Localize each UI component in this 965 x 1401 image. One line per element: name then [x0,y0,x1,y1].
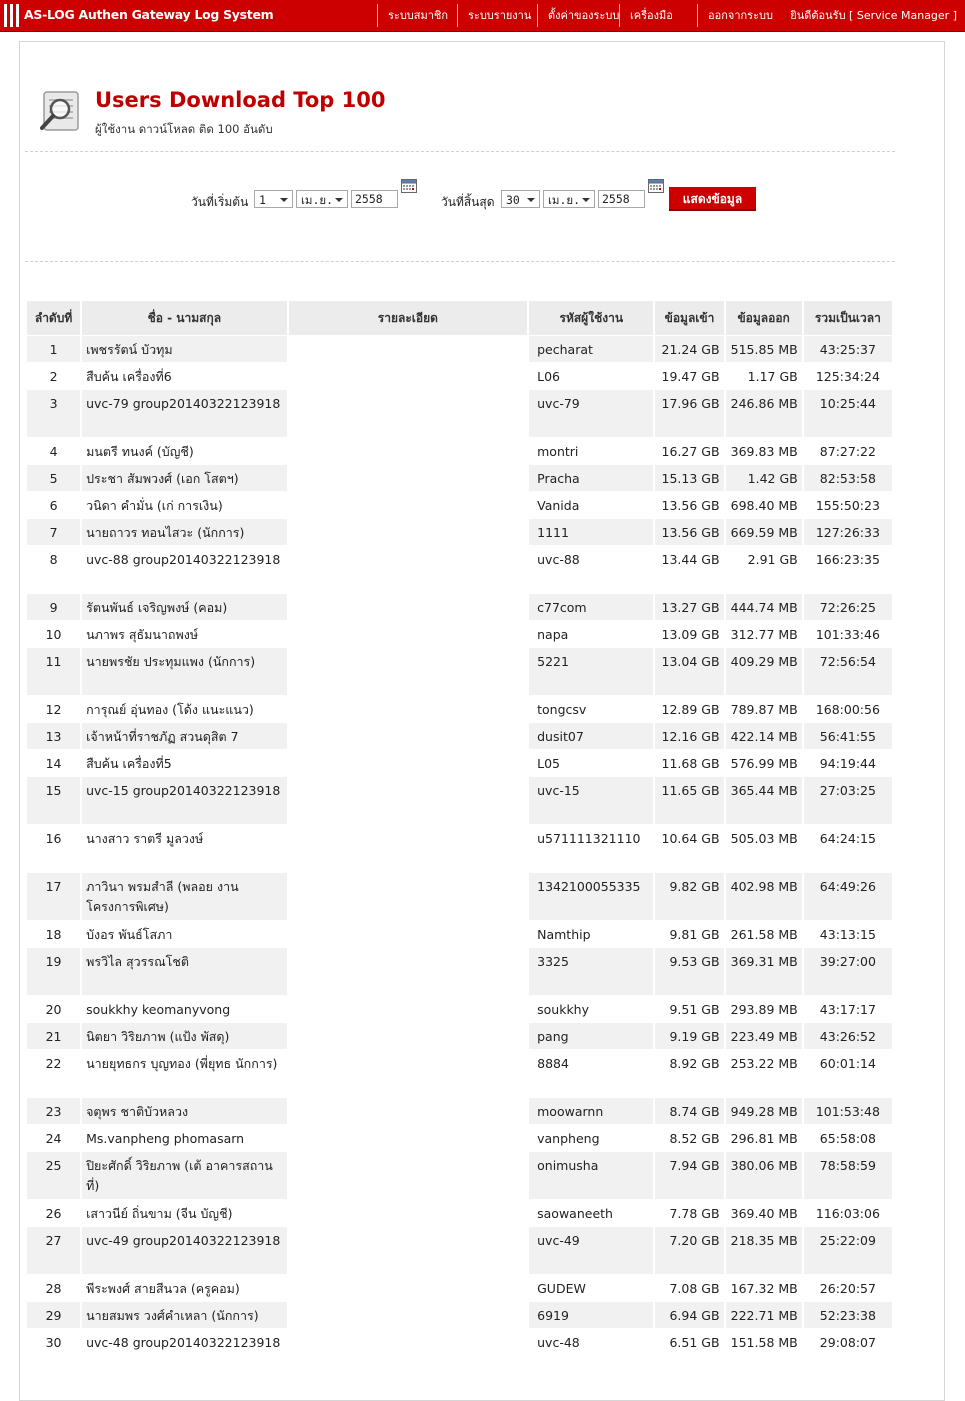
details-cell [289,921,528,947]
col-header-user-id[interactable]: รหัสผู้ใช้งาน [529,301,653,335]
table-row[interactable] [27,438,892,464]
name-cell: uvc-79 group20140322123918 [82,390,286,437]
data-out-cell: 698.40 MB [726,492,802,518]
data-in-cell: 6.94 GB [655,1302,723,1328]
table-row[interactable] [27,777,892,824]
rank-cell: 24 [27,1125,80,1151]
data-in-cell: 13.04 GB [655,648,723,695]
total-time-cell: 25:22:09 [804,1227,892,1274]
details-cell [289,1152,528,1199]
table-row[interactable] [27,1275,892,1301]
name-cell: รัตนพันธ์ เจริญพงษ์ (คอม) [82,594,286,620]
data-out-cell: 2.91 GB [726,546,802,593]
start-year-input[interactable]: 2558 [351,190,398,208]
name-cell: uvc-48 group20140322123918 [82,1329,286,1376]
total-time-cell: 116:03:06 [804,1200,892,1226]
table-header-row [27,301,892,335]
data-in-cell: 9.82 GB [655,873,723,920]
details-cell [289,825,528,872]
data-out-cell: 576.99 MB [726,750,802,776]
data-in-cell: 13.44 GB [655,546,723,593]
data-out-cell: 222.71 MB [726,1302,802,1328]
details-cell [289,546,528,593]
table-row[interactable] [27,621,892,647]
rank-cell: 19 [27,948,80,995]
details-cell [289,438,528,464]
table-row[interactable] [27,390,892,437]
details-cell [289,1125,528,1151]
table-row[interactable] [27,948,892,995]
total-time-cell: 166:23:35 [804,546,892,593]
table-row[interactable] [27,336,892,362]
table-row[interactable] [27,1329,892,1376]
chevron-down-icon [582,198,590,202]
table-row[interactable] [27,996,892,1022]
user-id-cell: c77com [529,594,653,620]
user-id-cell: 8884 [529,1050,653,1097]
data-in-cell: 9.81 GB [655,921,723,947]
details-cell [289,648,528,695]
total-time-cell: 64:49:26 [804,873,892,920]
name-cell: นางสาว ราตรี มูลวงษ์ [82,825,286,872]
user-id-cell: moowarnn [529,1098,653,1124]
details-cell [289,750,528,776]
data-out-cell: 293.89 MB [726,996,802,1022]
data-out-cell: 365.44 MB [726,777,802,824]
name-cell: การุณย์ อุ่นทอง (โด้ง แนะแนว) [82,696,286,722]
data-in-cell: 7.94 GB [655,1152,723,1199]
name-cell: จตุพร ชาติบัวหลวง [82,1098,286,1124]
rank-cell: 15 [27,777,80,824]
table-row[interactable] [27,723,892,749]
details-cell [289,696,528,722]
details-cell [289,873,528,920]
end-day-select[interactable]: 30 [501,190,540,208]
table-row[interactable] [27,1098,892,1124]
data-in-cell: 7.78 GB [655,1200,723,1226]
data-in-cell: 10.64 GB [655,825,723,872]
user-id-cell: 1342100055335 [529,873,653,920]
rank-cell: 26 [27,1200,80,1226]
data-out-cell: 246.86 MB [726,390,802,437]
table-body [27,336,892,1376]
user-id-cell: Namthip [529,921,653,947]
data-out-cell: 789.87 MB [726,696,802,722]
data-out-cell: 369.31 MB [726,948,802,995]
rank-cell: 21 [27,1023,80,1049]
name-cell: บังอร พันธ์โสภา [82,921,286,947]
name-cell: uvc-15 group20140322123918 [82,777,286,824]
rank-cell: 1 [27,336,80,362]
col-header-rank[interactable]: ลำดับที่ [27,301,80,335]
start-day-select[interactable]: 1 [254,190,293,208]
table-row[interactable] [27,921,892,947]
rank-cell: 12 [27,696,80,722]
divider [25,261,895,262]
total-time-cell: 43:17:17 [804,996,892,1022]
table-row[interactable] [27,873,892,920]
name-cell: uvc-88 group20140322123918 [82,546,286,593]
user-id-cell: onimusha [529,1152,653,1199]
rank-cell: 6 [27,492,80,518]
details-cell [289,1302,528,1328]
total-time-cell: 10:25:44 [804,390,892,437]
end-date-label: วันที่สิ้นสุด [441,195,495,209]
rank-cell: 10 [27,621,80,647]
total-time-cell: 94:19:44 [804,750,892,776]
total-time-cell: 127:26:33 [804,519,892,545]
name-cell: ประชา สัมพวงศ์ (เอก โสตฯ) [82,465,286,491]
user-id-cell: GUDEW [529,1275,653,1301]
total-time-cell: 78:58:59 [804,1152,892,1199]
name-cell: ปิยะศักดิ์ วิริยภาพ (เต้ อาคารสถานที่) [82,1152,286,1199]
details-cell [289,1329,528,1376]
divider [25,151,895,152]
nav-logout[interactable]: ออกจากระบบ [697,4,783,27]
page-title: Users Download Top 100 [95,88,386,112]
data-in-cell: 8.92 GB [655,1050,723,1097]
data-out-cell: 409.29 MB [726,648,802,695]
total-time-cell: 64:24:15 [804,825,892,872]
data-out-cell: 505.03 MB [726,825,802,872]
table-row[interactable] [27,825,892,872]
table-row[interactable] [27,1200,892,1226]
table-row[interactable] [27,1302,892,1328]
end-month-select[interactable]: เม.ย. [543,190,595,208]
table-row[interactable] [27,465,892,491]
details-cell [289,465,528,491]
user-id-cell: uvc-48 [529,1329,653,1376]
total-time-cell: 87:27:22 [804,438,892,464]
data-out-cell: 151.58 MB [726,1329,802,1376]
rank-cell: 20 [27,996,80,1022]
rank-cell: 25 [27,1152,80,1199]
calendar-icon[interactable] [401,178,417,193]
data-out-cell: 380.06 MB [726,1152,802,1199]
data-in-cell: 12.16 GB [655,723,723,749]
user-id-cell: Vanida [529,492,653,518]
name-cell: มนตรี ทนงค์ (บัญชี) [82,438,286,464]
data-out-cell: 218.35 MB [726,1227,802,1274]
user-id-cell: 6919 [529,1302,653,1328]
name-cell: พีระพงศ์ สายสีนวล (ครูคอม) [82,1275,286,1301]
table-row[interactable] [27,1023,892,1049]
user-id-cell: saowaneeth [529,1200,653,1226]
details-cell [289,996,528,1022]
data-in-cell: 9.19 GB [655,1023,723,1049]
total-time-cell: 39:27:00 [804,948,892,995]
details-cell [289,363,528,389]
table-row[interactable] [27,1152,892,1199]
data-out-cell: 515.85 MB [726,336,802,362]
rank-cell: 22 [27,1050,80,1097]
rank-cell: 4 [27,438,80,464]
data-in-cell: 13.27 GB [655,594,723,620]
data-in-cell: 9.53 GB [655,948,723,995]
data-in-cell: 13.09 GB [655,621,723,647]
data-in-cell: 11.68 GB [655,750,723,776]
rank-cell: 16 [27,825,80,872]
data-in-cell: 6.51 GB [655,1329,723,1376]
welcome-user: ยินดีต้อนรับ [ Service Manager ] [790,9,957,22]
total-time-cell: 43:13:15 [804,921,892,947]
data-out-cell: 1.17 GB [726,363,802,389]
details-cell [289,948,528,995]
user-id-cell: L05 [529,750,653,776]
rank-cell: 29 [27,1302,80,1328]
details-cell [289,1200,528,1226]
data-in-cell: 19.47 GB [655,363,723,389]
total-time-cell: 27:03:25 [804,777,892,824]
user-id-cell: 3325 [529,948,653,995]
total-time-cell: 29:08:07 [804,1329,892,1376]
table-row[interactable] [27,594,892,620]
rank-cell: 14 [27,750,80,776]
user-id-cell: uvc-15 [529,777,653,824]
chevron-down-icon [527,198,535,202]
data-out-cell: 669.59 MB [726,519,802,545]
data-in-cell: 21.24 GB [655,336,723,362]
name-cell: พรวิไล สุวรรณโชติ [82,948,286,995]
data-in-cell: 9.51 GB [655,996,723,1022]
rank-cell: 30 [27,1329,80,1376]
table-row[interactable] [27,696,892,722]
name-cell: สืบค้น เครื่องที่6 [82,363,286,389]
details-cell [289,1275,528,1301]
name-cell: นายพรชัย ประทุมแพง (นักการ) [82,648,286,695]
name-cell: soukkhy keomanyvong [82,996,286,1022]
chevron-down-icon [335,198,343,202]
details-cell [289,1050,528,1097]
data-in-cell: 12.89 GB [655,696,723,722]
name-cell: uvc-49 group20140322123918 [82,1227,286,1274]
user-id-cell: Pracha [529,465,653,491]
total-time-cell: 52:23:38 [804,1302,892,1328]
name-cell: ภาวินา พรมสำลี (พลอย งานโครงการพิเศษ) [82,873,286,920]
details-cell [289,723,528,749]
table-row[interactable] [27,750,892,776]
nav-reports[interactable]: ระบบรายงาน [457,4,537,27]
total-time-cell: 125:34:24 [804,363,892,389]
total-time-cell: 60:01:14 [804,1050,892,1097]
col-header-data-out[interactable]: ข้อมูลออก [726,301,802,335]
col-header-total-time[interactable]: รวมเป็นเวลา [804,301,892,335]
name-cell: นิตยา วิริยภาพ (แป้ง พัสดุ) [82,1023,286,1049]
data-out-cell: 312.77 MB [726,621,802,647]
col-header-name[interactable]: ชื่อ - นามสกุล [82,301,286,335]
data-out-cell: 444.74 MB [726,594,802,620]
total-time-cell: 101:33:46 [804,621,892,647]
rank-cell: 3 [27,390,80,437]
col-header-data-in[interactable]: ข้อมูลเข้า [655,301,723,335]
data-out-cell: 296.81 MB [726,1125,802,1151]
details-cell [289,777,528,824]
col-header-details[interactable]: รายละเอียด [289,301,528,335]
data-out-cell: 253.22 MB [726,1050,802,1097]
total-time-cell: 43:26:52 [804,1023,892,1049]
data-in-cell: 13.56 GB [655,492,723,518]
rank-cell: 7 [27,519,80,545]
data-out-cell: 261.58 MB [726,921,802,947]
details-cell [289,594,528,620]
total-time-cell: 56:41:55 [804,723,892,749]
name-cell: เสาวนีย์ ถิ่นขาม (จีน บัญชี) [82,1200,286,1226]
total-time-cell: 168:00:56 [804,696,892,722]
end-year-input[interactable]: 2558 [598,190,645,208]
total-time-cell: 26:20:57 [804,1275,892,1301]
calendar-icon[interactable] [648,178,664,193]
user-id-cell: dusit07 [529,723,653,749]
data-out-cell: 402.98 MB [726,873,802,920]
details-cell [289,390,528,437]
rank-cell: 23 [27,1098,80,1124]
data-in-cell: 11.65 GB [655,777,723,824]
user-id-cell: uvc-49 [529,1227,653,1274]
show-data-button[interactable]: แสดงข้อมูล [669,187,756,211]
data-out-cell: 369.83 MB [726,438,802,464]
nav-tools[interactable]: เครื่องมือ [619,4,697,27]
rank-cell: 17 [27,873,80,920]
top-users-table [25,300,894,1377]
details-cell [289,1227,528,1274]
rank-cell: 2 [27,363,80,389]
total-time-cell: 72:26:25 [804,594,892,620]
data-out-cell: 369.40 MB [726,1200,802,1226]
details-cell [289,621,528,647]
data-out-cell: 1.42 GB [726,465,802,491]
name-cell: วนิดา คำมั่น (เก่ การเงิน) [82,492,286,518]
user-id-cell: napa [529,621,653,647]
data-in-cell: 8.52 GB [655,1125,723,1151]
rank-cell: 8 [27,546,80,593]
name-cell: เจ้าหน้าที่ราชภัฏ สวนดุสิต 7 [82,723,286,749]
table-row[interactable] [27,1125,892,1151]
details-cell [289,1098,528,1124]
name-cell: นภาพร สุธัมนาถพงษ์ [82,621,286,647]
data-out-cell: 422.14 MB [726,723,802,749]
total-time-cell: 101:53:48 [804,1098,892,1124]
data-out-cell: 223.49 MB [726,1023,802,1049]
data-in-cell: 8.74 GB [655,1098,723,1124]
user-id-cell: soukkhy [529,996,653,1022]
start-date-label: วันที่เริ่มต้น [191,195,249,209]
rank-cell: 27 [27,1227,80,1274]
user-id-cell: L06 [529,363,653,389]
table-row[interactable] [27,546,892,593]
chevron-down-icon [280,198,288,202]
report-search-icon [38,89,82,133]
name-cell: Ms.vanpheng phomasarn [82,1125,286,1151]
table-row[interactable] [27,1227,892,1274]
total-time-cell: 65:58:08 [804,1125,892,1151]
details-cell [289,519,528,545]
total-time-cell: 43:25:37 [804,336,892,362]
total-time-cell: 155:50:23 [804,492,892,518]
table-row[interactable] [27,363,892,389]
name-cell: นายยุทธกร บุญทอง (พี่ยุทธ นักการ) [82,1050,286,1097]
total-time-cell: 82:53:58 [804,465,892,491]
user-id-cell: pecharat [529,336,653,362]
name-cell: สืบค้น เครื่องที่5 [82,750,286,776]
rank-cell: 11 [27,648,80,695]
rank-cell: 18 [27,921,80,947]
user-id-cell: vanpheng [529,1125,653,1151]
table-row[interactable] [27,519,892,545]
user-id-cell: 5221 [529,648,653,695]
nav-members[interactable]: ระบบสมาชิก [377,4,457,27]
nav-settings[interactable]: ตั้งค่าของระบบ [537,4,619,27]
user-id-cell: uvc-79 [529,390,653,437]
data-in-cell: 7.08 GB [655,1275,723,1301]
table-row[interactable] [27,1050,892,1097]
user-id-cell: uvc-88 [529,546,653,593]
data-out-cell: 949.28 MB [726,1098,802,1124]
details-cell [289,1023,528,1049]
details-cell [289,492,528,518]
total-time-cell: 72:56:54 [804,648,892,695]
user-id-cell: pang [529,1023,653,1049]
details-cell [289,336,528,362]
rank-cell: 5 [27,465,80,491]
data-in-cell: 7.20 GB [655,1227,723,1274]
data-in-cell: 17.96 GB [655,390,723,437]
user-id-cell: montri [529,438,653,464]
table-row[interactable] [27,648,892,695]
name-cell: เพชรรัตน์ บัวทุม [82,336,286,362]
top-navigation-bar [0,0,965,32]
rank-cell: 13 [27,723,80,749]
start-month-select[interactable]: เม.ย. [296,190,348,208]
data-in-cell: 13.56 GB [655,519,723,545]
user-id-cell: 1111 [529,519,653,545]
rank-cell: 28 [27,1275,80,1301]
data-in-cell: 15.13 GB [655,465,723,491]
name-cell: นายถาวร ทอนไสวะ (นักการ) [82,519,286,545]
page-subtitle: ผู้ใช้งาน ดาวน์โหลด ติด 100 อันดับ [95,122,273,136]
user-id-cell: tongcsv [529,696,653,722]
user-id-cell: u571111321110 [529,825,653,872]
name-cell: นายสมพร วงศ์คำเหลา (นักการ) [82,1302,286,1328]
table-row[interactable] [27,492,892,518]
rank-cell: 9 [27,594,80,620]
data-in-cell: 16.27 GB [655,438,723,464]
app-title: AS-LOG Authen Gateway Log System [24,7,274,22]
data-out-cell: 167.32 MB [726,1275,802,1301]
